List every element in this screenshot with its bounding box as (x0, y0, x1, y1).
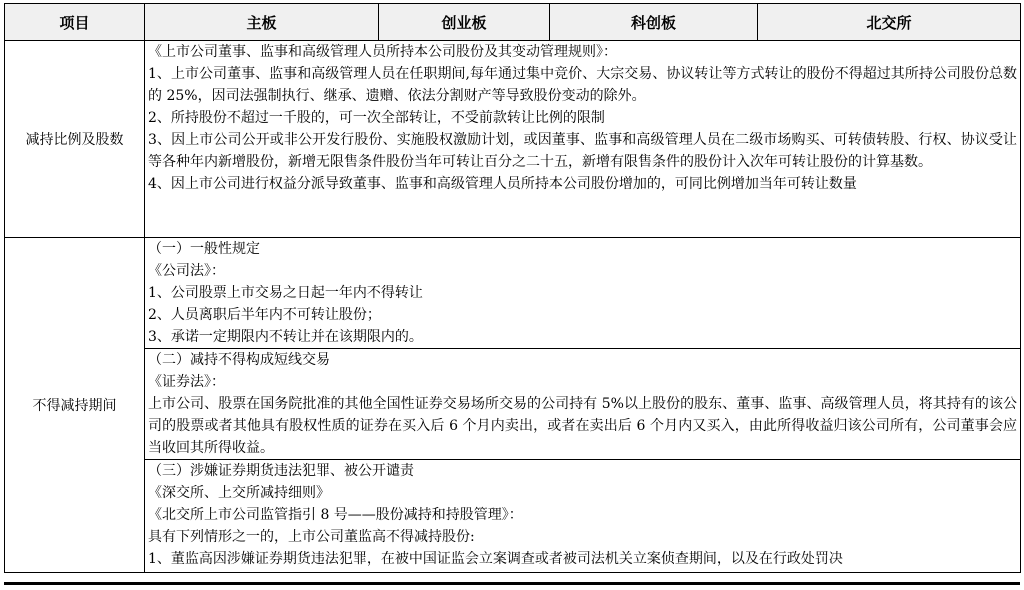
row-label-reduction-ratio: 减持比例及股数 (5, 41, 145, 238)
company-law-title: 《公司法》： (148, 263, 225, 279)
section-violation (145, 460, 1020, 570)
violation-item-1: 1、董监高因涉嫌证券期货违法犯罪，在被中国证监会立案调查或者被司法机关立案侦查期间，以及在行政处罚决 (148, 551, 843, 567)
section-general-heading: （一）一般性规定 (148, 241, 260, 257)
general-item-2: 2、人员离职后半年内不可转让股份； (148, 307, 381, 323)
securities-law-title: 《证券法》： (148, 374, 225, 390)
rule-item-4: 4、因上市公司进行权益分派导致董事、监事和高级管理人员所持本公司股份增加的，可同比例增加当年可转让数量 (148, 176, 857, 192)
header-main-board: 主板 (145, 4, 379, 41)
regulation-table (4, 3, 1021, 573)
table-row-no-reduction-period (5, 238, 1021, 573)
violation-intro: 具有下列情形之一的，上市公司董监高不得减持股份: (148, 529, 475, 545)
general-item-3: 3、承诺一定期限内不转让并在该期限内的。 (148, 329, 423, 345)
rule-item-3: 3、因上市公司公开或非公开发行股份、实施股权激励计划，或因董事、监事和高级管理人员在二级市场购买、可转债转股、行权、协议受让等各种年内新增股份，新增无限售条件股份当年可转让百分之二十五，新增有限售条件的股份计入次年可转让股份的计算基数。 (148, 132, 1017, 170)
exchange-rules-title: 《深交所、上交所减持细则》 (148, 485, 330, 501)
section-short-swing-heading: （二）减持不得构成短线交易 (148, 352, 330, 368)
row-label-no-reduction-period: 不得减持期间 (5, 238, 145, 573)
table-header-row (5, 4, 1021, 41)
table-row-reduction-ratio (5, 41, 1021, 238)
section-short-swing (145, 349, 1020, 460)
general-item-1: 1、公司股票上市交易之日起一年内不得转让 (148, 285, 423, 301)
section-general (145, 238, 1020, 349)
rule-item-1: 1、上市公司董事、监事和高级管理人员在任职期间,每年通过集中竞价、大宗交易、协议转让等方式转让的股份不得超过其所持公司股份总数的 25%，因司法强制执行、继承、遗赠、依法分割财产等导致股份变动的除外。 (148, 66, 1017, 104)
header-star-market: 科创板 (550, 4, 758, 41)
header-item: 项目 (5, 4, 145, 41)
rule-item-2: 2、所持股份不超过一千股的，可一次全部转让，不受前款转让比例的限制 (148, 110, 605, 126)
bse-guideline-title: 《北交所上市公司监管指引 8 号——股份减持和持股管理》： (148, 507, 523, 523)
table-bottom-rule (4, 582, 1020, 585)
header-bse: 北交所 (758, 4, 1021, 41)
section-violation-heading: （三）涉嫌证券期货违法犯罪、被公开谴责 (148, 463, 414, 479)
reduction-ratio-content (145, 41, 1021, 238)
short-swing-text: 上市公司、股票在国务院批准的其他全国性证券交易场所交易的公司持有 5%以上股份的股东、董事、监事、高级管理人员，将其持有的该公司的股票或者其他具有股权性质的证券在买入后 6 个月内卖出，或者在卖出后 6 个月内又买入，由此所得收益归该公司所有，公司董事会应当收回其所得收益。 (148, 396, 1017, 456)
header-chinext: 创业板 (379, 4, 550, 41)
rule-title: 《上市公司董事、监事和高级管理人员所持本公司股份及其变动管理规则》： (148, 44, 617, 60)
no-reduction-content (145, 238, 1021, 573)
